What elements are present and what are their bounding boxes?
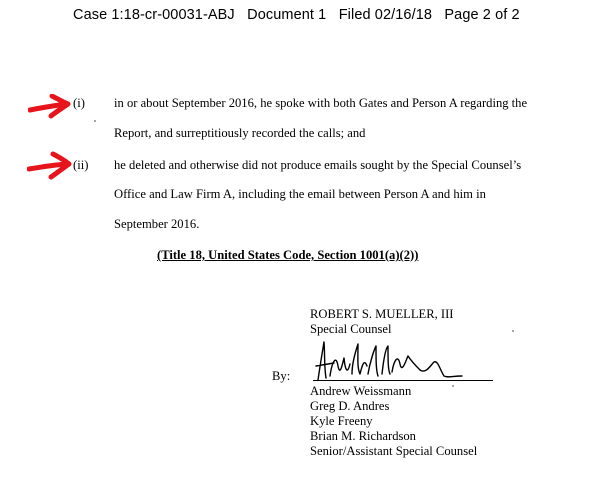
- page-header: Case 1:18-cr-00031-ABJ Document 1 Filed 02/16/18 Page 2 of 2: [73, 7, 520, 23]
- item-text-line: in or about September 2016, he spoke with both Gates and Person A regarding the: [114, 96, 528, 110]
- item-marker: (ii): [73, 158, 89, 172]
- red-arrow-icon: [28, 94, 72, 120]
- red-arrow-icon: [27, 151, 73, 181]
- signature-line: [313, 380, 493, 381]
- signer-title: Special Counsel: [310, 322, 392, 336]
- item-text-line: Report, and surreptitiously recorded the calls; and: [114, 126, 366, 140]
- signer-name: ROBERT S. MUELLER, III: [310, 307, 454, 321]
- handwritten-signature: [312, 336, 482, 386]
- by-label: By:: [272, 369, 291, 383]
- statute-citation: (Title 18, United States Code, Section 1001(a)(2)): [157, 248, 419, 262]
- signer-entry: Brian M. Richardson: [310, 429, 416, 443]
- signer-entry: Kyle Freeny: [310, 414, 373, 428]
- signer-entry: Greg D. Andres: [310, 399, 390, 413]
- item-text-line: September 2016.: [114, 217, 200, 231]
- scan-speck: [452, 385, 454, 387]
- item-text-line: Office and Law Firm A, including the email between Person A and him in: [114, 187, 486, 201]
- item-marker: (i): [73, 96, 85, 110]
- scan-speck: [94, 120, 96, 122]
- item-text-line: he deleted and otherwise did not produce emails sought by the Special Counsel’s: [114, 158, 522, 172]
- signer-entry: Andrew Weissmann: [310, 384, 412, 398]
- scan-speck: [512, 330, 514, 332]
- signer-entry: Senior/Assistant Special Counsel: [310, 444, 478, 458]
